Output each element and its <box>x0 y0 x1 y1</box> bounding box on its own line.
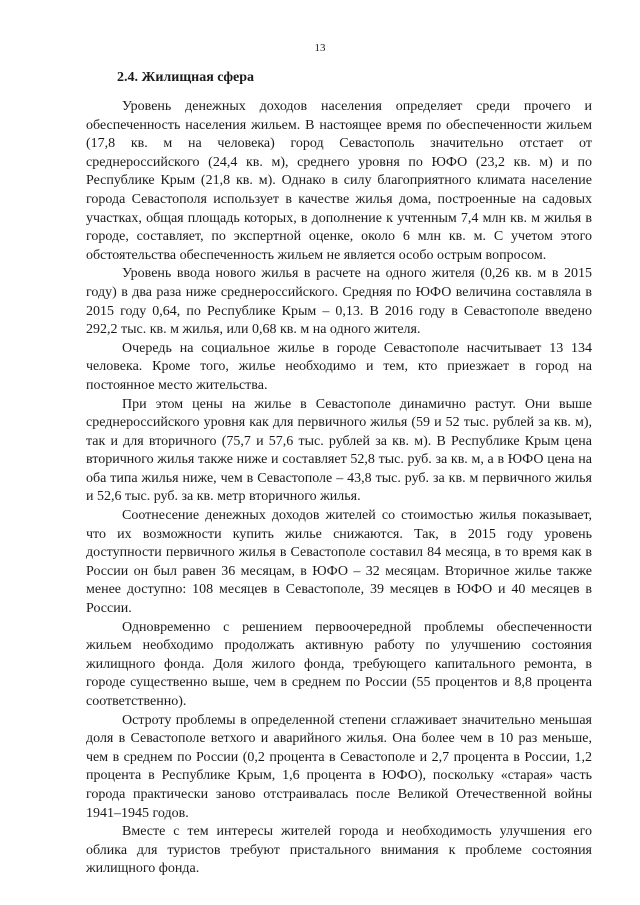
paragraph-4: При этом цены на жилье в Севастополе динамично растут. Они выше среднероссийского уровня как для первичного жилья (59 и 52 тыс. рублей за кв. м), так и для вторичного (75,7 и 57,6 тыс. рублей за кв. м). В Республике Крым цена вторичного жилья также ниже и составляет 52,8 тыс. руб. за кв. м, а в ЮФО цена на оба типа жилья ниже, чем в Севастополе – 43,8 тыс. руб. за кв. м первичного жилья и 52,6 тыс. руб. за кв. метр вторичного жилья. <box>86 396 592 505</box>
paragraph-2: Уровень ввода нового жилья в расчете на одного жителя (0,26 кв. м в 2015 году) в два раза ниже среднероссийского. Средняя по ЮФО величина составляла в 2015 году 0,64, по Республике Крым – 0,13. В 2016 году в Севастополе введено 292,2 тыс. кв. м жилья, или 0,68 кв. м на одного жителя. <box>86 266 592 338</box>
paragraph-7: Остроту проблемы в определенной степени сглаживает значительно меньшая доля в Севастополе ветхого и аварийного жилья. Она более чем в 10 раз меньше, чем в среднем по России (0,2 процента в Севастополе и 2,7 процента в России, 1,2 процента в Республике Крым, 1,6 процента в ЮФО), поскольку «старая» часть города практически заново отстраивалась после Великой Отечественной войны 1941–1945 годов. <box>86 712 592 821</box>
page-number: 13 <box>314 42 326 54</box>
paragraph-6: Одновременно с решением первоочередной проблемы обеспеченности жильем необходимо продолжать активную работу по улучшению состояния жилищного фонда. Доля жилого фонда, требующего капитального ремонта, в городе существенно выше, чем в среднем по России (55 процентов и 8,8 процента соответственно). <box>86 619 592 709</box>
body-text <box>86 98 592 879</box>
paragraph-1: Уровень денежных доходов населения определяет среди прочего и обеспеченность населения жильем. В настоящее время по обеспеченности жильем (17,8 кв. м на человека) город Севастополь значительно отстает от среднероссийского (24,4 кв. м), среднего уровня по ЮФО (23,2 кв. м) и по Республике Крым (21,8 кв. м). Однако в силу благоприятного климата население города Севастополя использует в качестве жилья дома, построенные на садовых участках, общая площадь которых, в дополнение к учтенным 7,4 млн кв. м жилья в городе, составляет, по экспертной оценке, около 6 млн кв. м. С учетом этого обстоятельства обеспеченность жильем не является особо острым вопросом. <box>86 99 592 263</box>
paragraph-8: Вместе с тем интересы жителей города и необходимость улучшения его облика для туристов требуют пристального внимания к проблеме состояния жилищного фонда. <box>86 824 592 877</box>
paragraph-5: Соотнесение денежных доходов жителей со стоимостью жилья показывает, что их возможности купить жилье снижаются. Так, в 2015 году уровень доступности первичного жилья в Севастополе составил 84 месяца, в то время как в России он был равен 36 месяцам, в ЮФО – 32 месяцам. Вторичное жилье также менее доступно: 108 месяцев в Севастополе, 39 месяцев в ЮФО и 40 месяцев в России. <box>86 508 592 617</box>
paragraph-3: Очередь на социальное жилье в городе Севастополе насчитывает 13 134 человека. Кроме того, жилье необходимо и тем, кто приезжает в город на постоянное место жительства. <box>86 340 592 393</box>
section-heading: 2.4. Жилищная сфера <box>117 70 255 85</box>
